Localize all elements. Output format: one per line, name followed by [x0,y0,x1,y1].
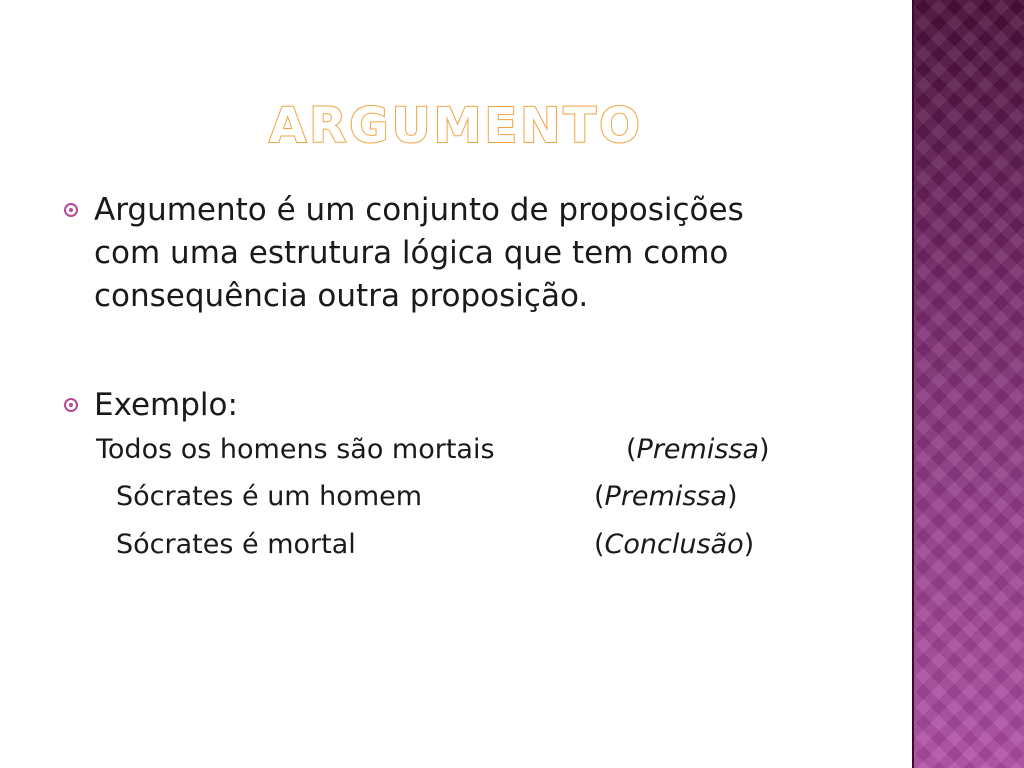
bullet-definition-text: Argumento é um conjunto de proposições com uma estrutura lógica que tem como consequência outra proposição. [94,192,744,314]
bullet-icon [64,203,78,217]
example-label-2: (Premissa) [594,481,738,512]
example-label-1-text: Premissa [636,434,760,465]
bullet-icon [64,398,78,412]
example-label-2-text: Premissa [604,481,728,512]
example-label-3-text: Conclusão [604,529,744,560]
example-label-3: (Conclusão) [594,529,755,560]
example-label-1: (Premissa) [626,434,770,465]
slide-title: ARGUMENTO [269,98,643,154]
example-line-1: Todos os homens são mortais [96,434,495,465]
bullet-example-text: Exemplo: [94,387,238,423]
bullet-definition [64,189,864,318]
decorative-side-band [912,0,1024,768]
example-line-3: Sócrates é mortal [116,529,356,560]
bullet-example [64,384,864,427]
example-line-2: Sócrates é um homem [116,481,423,512]
